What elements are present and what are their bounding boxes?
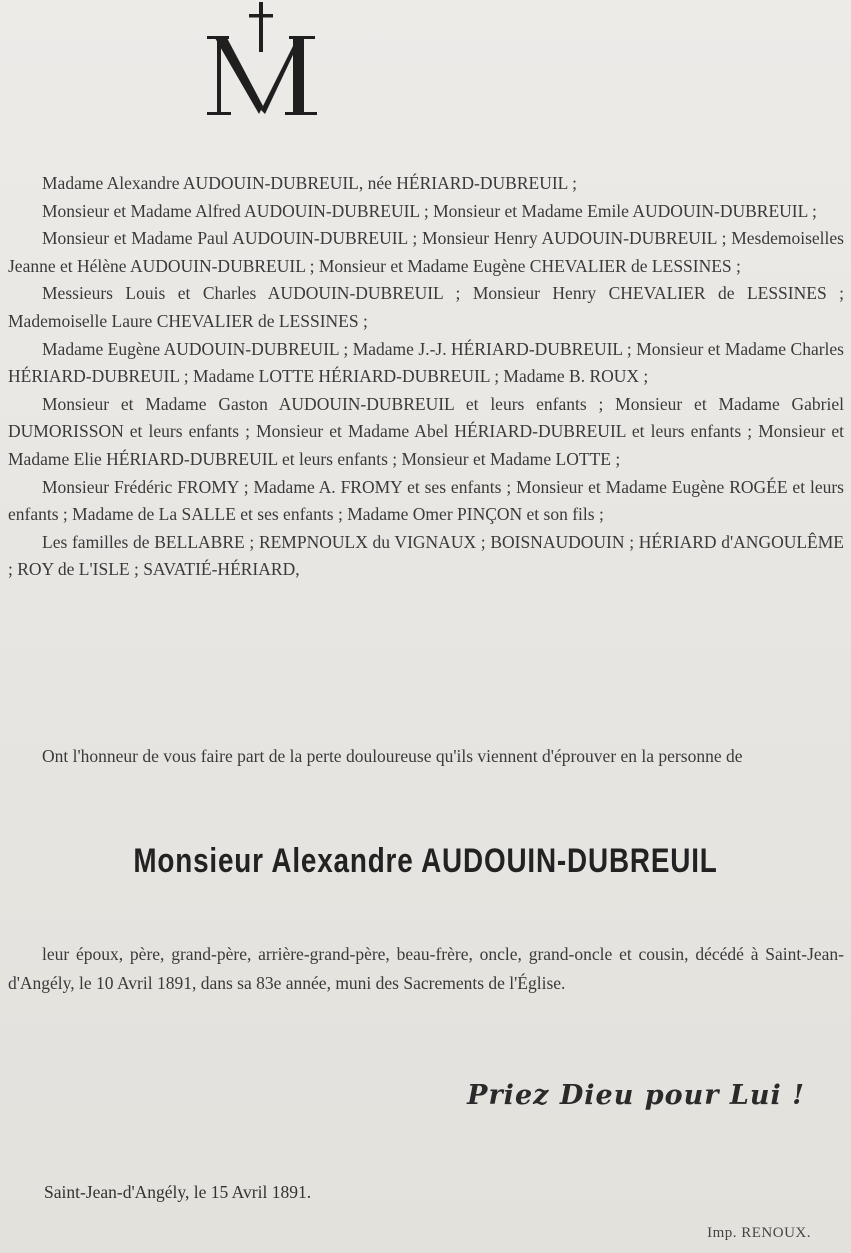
prayer-line: Priez Dieu pour Lui ! bbox=[467, 1080, 805, 1111]
announcement-text: Ont l'honneur de vous faire part de la perte douloureuse qu'ils viennent d'éprouver en la personne de bbox=[42, 746, 743, 766]
family-line: Madame Alexandre AUDOUIN-DUBREUIL, née HÉRIARD-DUBREUIL ; bbox=[42, 173, 577, 193]
death-details: leur époux, père, grand-père, arrière-grand-père, beau-frère, oncle, grand-oncle et cousin, décédé à Saint-Jean-d'Angély, le 10 Avril 1891, dans sa 83e année, muni des Sacrements de l'Église. bbox=[8, 944, 844, 993]
printer-imprint: Imp. RENOUX. bbox=[707, 1225, 811, 1241]
family-line: Madame Eugène AUDOUIN-DUBREUIL ; Madame J.-J. HÉRIARD-DUBREUIL ; Monsieur et Madame Charles HÉRIARD-DUBREUIL ; Madame LOTTE HÉRIARD-DUBREUIL ; Madame B. ROUX ; bbox=[8, 338, 844, 387]
family-line: Monsieur et Madame Paul AUDOUIN-DUBREUIL ; Monsieur Henry AUDOUIN-DUBREUIL ; Mesdemoiselles Jeanne et Hélène AUDOUIN-DUBREUIL ; Monsieur et Madame Eugène CHEVALIER de LESSINES ; bbox=[8, 228, 844, 276]
family-list bbox=[8, 170, 844, 584]
family-line: Monsieur Frédéric FROMY ; Madame A. FROMY et ses enfants ; Monsieur et Madame Eugène ROGÉE et leurs enfants ; Madame de La SALLE et ses enfants ; Madame Omer PINÇON et son fils ; bbox=[8, 476, 844, 525]
family-line: Monsieur et Madame Gaston AUDOUIN-DUBREUIL et leurs enfants ; Monsieur et Madame Gabriel DUMORISSON et leurs enfants ; Monsieur et Madame Abel HÉRIARD-DUBREUIL et leurs enfants ; Monsieur et Madame Elie HÉRIARD-DUBREUIL et leurs enfants ; Monsieur et Madame LOTTE ; bbox=[8, 393, 844, 469]
deceased-name: Monsieur Alexandre AUDOUIN-DUBREUIL bbox=[133, 842, 718, 880]
family-line: Messieurs Louis et Charles AUDOUIN-DUBREUIL ; Monsieur Henry CHEVALIER de LESSINES ; Mademoiselle Laure CHEVALIER de LESSINES ; bbox=[8, 283, 844, 331]
family-line: Les familles de BELLABRE ; REMPNOULX du VIGNAUX ; BOISNAUDOUIN ; HÉRIARD d'ANGOULÊME ; ROY de L'ISLE ; SAVATIÉ-HÉRIARD, bbox=[8, 531, 844, 580]
cross-monogram-icon bbox=[205, 2, 320, 120]
place-and-date: Saint-Jean-d'Angély, le 15 Avril 1891. bbox=[44, 1182, 312, 1202]
family-line: Monsieur et Madame Alfred AUDOUIN-DUBREUIL ; Monsieur et Madame Emile AUDOUIN-DUBREUIL ; bbox=[42, 200, 817, 221]
